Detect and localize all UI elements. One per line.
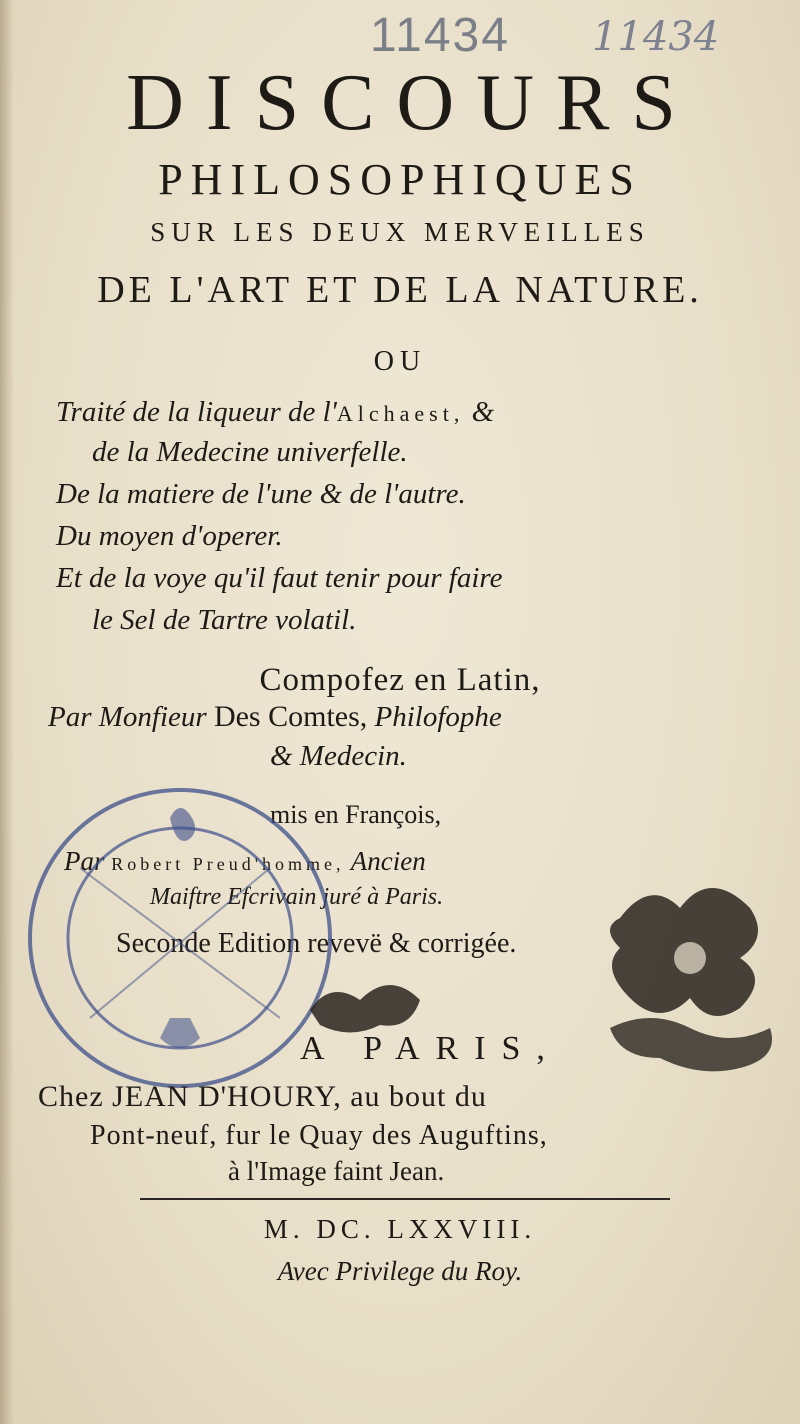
imprint-sign: à l'Image faint Jean.	[228, 1156, 445, 1186]
printers-device-ornament	[590, 858, 790, 1088]
imprint-printer: Chez JEAN D'HOURY, au bout du	[38, 1080, 487, 1113]
author-name: Des Comtes,	[213, 700, 368, 733]
treatise-line-1c: &	[464, 396, 495, 428]
publication-date: M. DC. LXXVIII.	[263, 1214, 537, 1244]
conjunction-ou: OU	[373, 346, 427, 377]
author-line	[48, 700, 502, 734]
composed-line: Compofez en Latin,	[259, 662, 541, 698]
imprint-address: Pont-neuf, fur le Quay des Auguftins,	[90, 1120, 548, 1151]
translator-name: Robert Preud'homme,	[111, 854, 345, 874]
privilege-line: Avec Privilege du Roy.	[277, 1256, 523, 1286]
title-line-2: PHILOSOPHIQUES	[158, 155, 642, 204]
treatise-line-2: de la Medecine univerfelle.	[92, 436, 408, 468]
edition-line: Seconde Edition revevë & corrigée.	[116, 928, 517, 959]
alchaest-word: Alchaest,	[336, 401, 465, 426]
treatise-line-4: Du moyen d'operer.	[56, 520, 283, 552]
shelfmark-handwritten: 11434	[592, 14, 720, 60]
binding-edge	[0, 0, 14, 1424]
shelfmark-number: 11434	[370, 9, 510, 62]
horizontal-rule	[140, 1198, 670, 1200]
imprint-city: A PARIS,	[300, 1030, 561, 1067]
treatise-line-5: Et de la voye qu'il faut tenir pour faire	[56, 562, 503, 594]
treatise-line-1	[56, 396, 494, 429]
translator-prefix: Par	[64, 846, 112, 876]
translation-line-1: mis en François,	[270, 800, 442, 829]
translation-line-3: Maiftre Efcrivain juré à Paris.	[150, 884, 444, 910]
translator-title: Ancien	[344, 846, 426, 876]
author-title: Philofophe	[367, 701, 502, 733]
title-line-4: DE L'ART ET DE LA NATURE.	[97, 269, 703, 311]
author-profession: & Medecin.	[270, 740, 407, 772]
title-line-3: SUR LES DEUX MERVEILLES	[150, 217, 650, 247]
author-prefix: Par Monfieur	[48, 701, 214, 733]
treatise-line-1a: Traité de la liqueur de l'	[56, 396, 337, 428]
treatise-line-6: le Sel de Tartre volatil.	[92, 604, 357, 636]
treatise-line-3: De la matiere de l'une & de l'autre.	[56, 478, 466, 510]
title-main: DISCOURS	[126, 59, 698, 147]
